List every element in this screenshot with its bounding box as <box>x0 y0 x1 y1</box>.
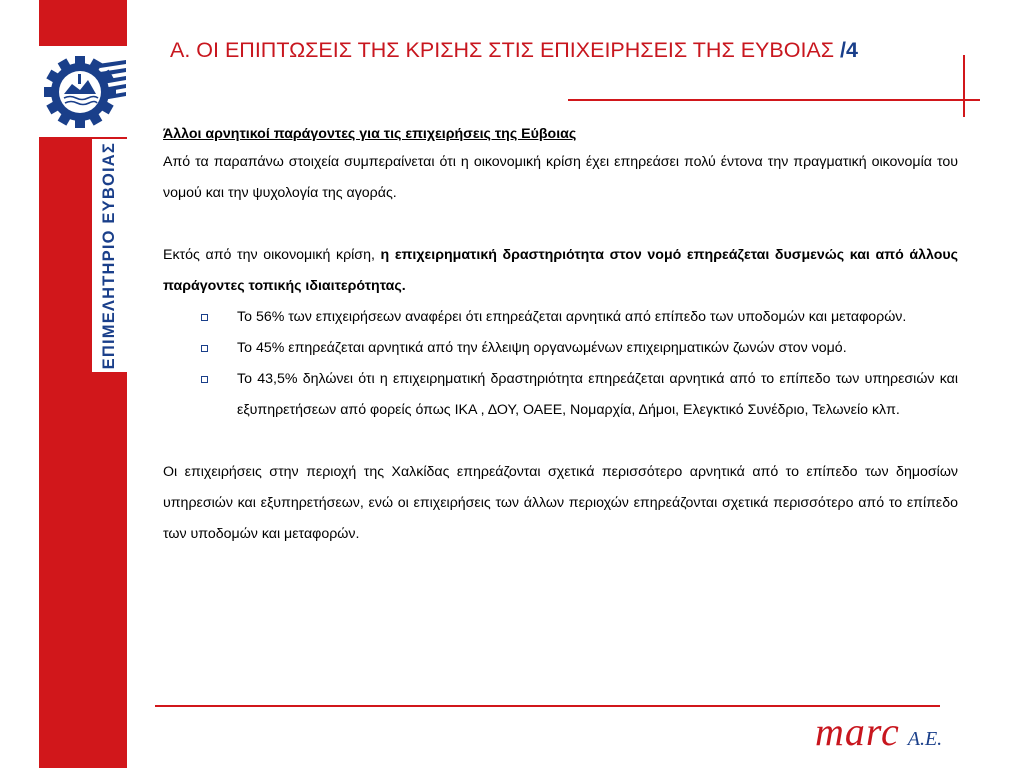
footer-line <box>155 705 940 707</box>
list-item-text: Το 43,5% δηλώνει ότι η επιχειρηματική δραστηριότητα επηρεάζεται αρνητικά από το επίπεδο των υπηρεσιών και εξυπηρετήσεων από φορείς όπως ΙΚΑ , ΔΟΥ, ΟΑΕΕ, Νομαρχία, Δήμοι, Ελεγκτικό Συνέδριο, Τελωνείο κλπ. <box>237 371 958 418</box>
paragraph-2-bold: η επιχειρηματική δραστηριότητα στον νομό επηρεάζεται δυσμενώς και από άλλους παράγοντες τοπικής ιδιαιτερότητας. <box>163 247 958 294</box>
paragraph-3: Οι επιχειρήσεις στην περιοχή της Χαλκίδας επηρεάζονται σχετικά περισσότερο αρνητικά από το επίπεδο των δημοσίων υπηρεσιών και εξυπηρετήσεων, ενώ οι επιχειρήσεις των άλλων περιοχών επηρεάζονται σχετικά περισσότερο από το επίπεδο των υποδομών και μεταφορών. <box>163 464 958 542</box>
spacer <box>163 209 958 240</box>
square-bullet-icon <box>201 314 208 321</box>
marc-logo <box>815 708 942 755</box>
sidebar-vertical-label <box>92 139 127 372</box>
spacer <box>163 426 958 457</box>
list-item <box>237 333 958 364</box>
sidebar-top-bar <box>39 0 127 46</box>
paragraph-2-lead: Εκτός από την οικονομική κρίση, <box>163 247 381 263</box>
page-number: /4 <box>840 38 858 62</box>
paragraph-2 <box>163 240 958 302</box>
list-item <box>237 302 958 333</box>
brand-name: marc <box>815 709 900 754</box>
list-item-text: Το 45% επηρεάζεται αρνητικά από την έλλειψη οργανωμένων επιχειρηματικών ζωνών στον νομό. <box>237 340 847 356</box>
square-bullet-icon <box>201 345 208 352</box>
page-title <box>170 38 858 63</box>
title-vertical-line <box>963 55 965 117</box>
chamber-name: ΕΠΙΜΕΛΗΤΗΡΙΟ ΕΥΒΟΙΑΣ <box>100 141 118 370</box>
square-bullet-icon <box>201 376 208 383</box>
chamber-logo-icon <box>40 50 126 130</box>
list-item-text: Το 56% των επιχειρήσεων αναφέρει ότι επηρεάζεται αρνητικά από επίπεδο των υποδομών και μεταφορών. <box>237 309 907 325</box>
list-item <box>237 364 958 426</box>
bullet-list <box>163 302 958 426</box>
slide-content <box>163 121 958 550</box>
brand-suffix: Α.Ε. <box>907 728 943 750</box>
section-subtitle: Άλλοι αρνητικοί παράγοντες για τις επιχειρήσεις της Εύβοιας <box>163 126 577 142</box>
title-underline <box>568 99 980 101</box>
paragraph-1: Από τα παραπάνω στοιχεία συμπεραίνεται ότι η οικονομική κρίση έχει επηρεάσει πολύ έντονα την πραγματική οικονομία του νομού και την ψυχολογία της αγοράς. <box>163 154 958 201</box>
title-text: Α. ΟΙ ΕΠΙΠΤΩΣΕΙΣ ΤΗΣ ΚΡΙΣΗΣ ΣΤΙΣ ΕΠΙΧΕΙΡΗΣΕΙΣ ΤΗΣ ΕΥΒΟΙΑΣ <box>170 38 841 62</box>
